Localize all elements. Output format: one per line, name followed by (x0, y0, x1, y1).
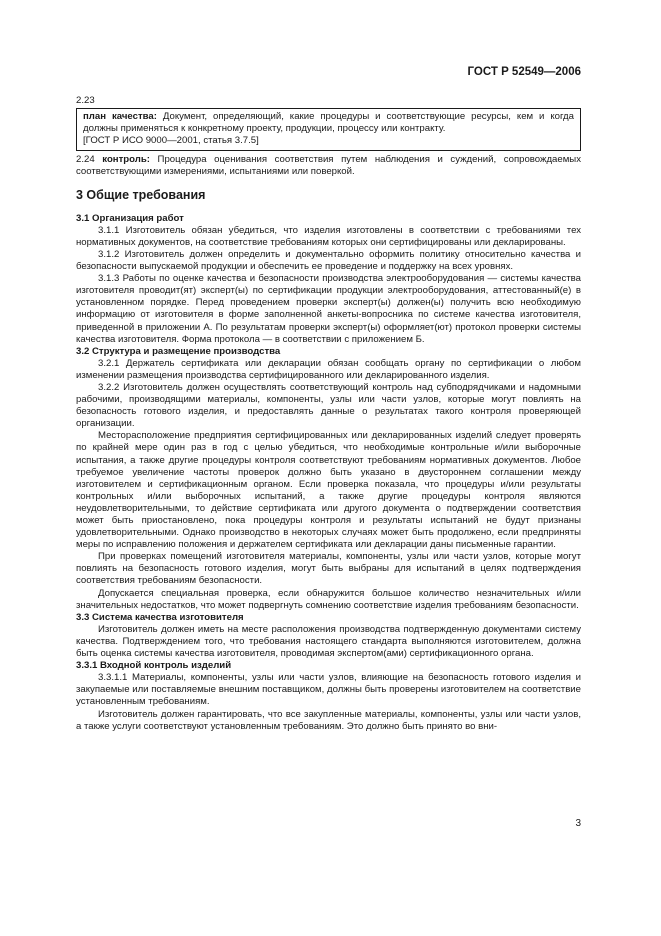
paragraph-3-2-1: 3.2.1 Держатель сертификата или декларации обязан сообщать органу по сертификации о любом изменении размещения производства сертифицированного или декларированного изделия. (76, 357, 581, 381)
term-2-23-number: 2.23 (76, 95, 95, 106)
term-2-23-definition: Документ, определяющий, какие процедуры и соответствующие ресурсы, кем и когда должны применяться к конкретному проекту, продукции, процессу или контракту. (83, 111, 574, 135)
paragraph-3-2-2-special: Допускается специальная проверка, если обнаружится большое количество незначительных и/или значительных недостатков, что может подвергнуть сомнению соответствие изделия требованиям безопасности. (76, 587, 581, 611)
term-2-24 (76, 154, 581, 178)
section-3-title: 3 Общие требования (76, 187, 206, 202)
section-3-3-title: 3.3 Система качества изготовителя (76, 611, 244, 623)
term-2-23-box (76, 108, 581, 151)
paragraph-3-2-2: 3.2.2 Изготовитель должен осуществлять соответствующий контроль над субподрядчиками и надомными рабочими, производящими материалы, компоненты, узлы или части узлов, которые могут повлиять на безопасность готового изделия, и предоставлять данные о результатах такого контроля проверяющей организации. (76, 381, 581, 430)
paragraph-3-1-1: 3.1.1 Изготовитель обязан убедиться, что изделия изготовлены в соответствии с требованиями тех нормативных документов, на соответствие требованиям которых они сертифицированы или декларированы. (76, 224, 581, 248)
term-2-24-number: 2.24 (76, 154, 95, 166)
section-3-3-1-title: 3.3.1 Входной контроль изделий (76, 660, 232, 672)
term-2-23-source: [ГОСТ Р ИСО 9000—2001, статья 3.7.5] (83, 135, 259, 147)
term-2-23-term: план качества: (83, 111, 157, 123)
standard-header: ГОСТ Р 52549—2006 (467, 66, 581, 78)
page-number: 3 (575, 818, 581, 829)
paragraph-3-1-3: 3.1.3 Работы по оценке качества и безопасности производства электрооборудования — системы качества изготовителя проводит(ят) эксперт(ы) по сертификации продукции электрооборудования, аттестованный(е) в установленном порядке. Перед проведением проверки эксперт(ы) должен(ы) получить всю необходимую информацию от изготовителя в форме заполненной анкеты-вопросника по системе качества изготовителя, приведенной в приложении А. По результатам проверки эксперт(ы) оформляет(ют) протокол проверки системы качества изготовителя. Форма протокола — в соответствии с приложением Б. (76, 273, 581, 345)
paragraph-3-3-1-1-guarantee: Изготовитель должен гарантировать, что все закупленные материалы, компоненты, узлы или части узлов, а также услуги соответствуют установленным требованиям. Это должно быть принято во вни- (76, 708, 581, 732)
paragraph-3-1-2: 3.1.2 Изготовитель должен определить и документально оформить политику относительно качества и безопасности выпускаемой продукции и обеспечить ее проведение и поддержку на всех уровнях. (76, 248, 581, 273)
section-3-2-title: 3.2 Структура и размещение производства (76, 345, 281, 357)
term-2-24-term: контроль: (102, 154, 150, 166)
term-2-23-body (83, 111, 574, 135)
paragraph-3-2-2-location: Месторасположение предприятия сертифицированных или декларированных изделий следует проверять по крайней мере один раз в год с целью убедиться, что необходимые контрольные и/или выборочные испытания, а также другие процедуры контроля соответствуют требованиям нормативных документов. Любое требуемое увеличение частоты проверок должно быть указано в двустороннем соглашении между изготовителем и сертификационным органом. Если проверка показала, что процедуры и/или результаты контрольных и/или выборочных испытаний, а также другие процедуры контроля являются неудовлетворительными, то действие сертификата или другого документа о подтверждении соответствия может быть приостановлено, пока процедуры контроля и результаты испытаний не будут признаны удовлетворительными. Однако производство в некоторых случаях может быть продолжено, если предприняты меры по исправлению положения и держателем сертификата или декларации даны письменные гарантии. (76, 430, 581, 551)
section-3-1-title: 3.1 Организация работ (76, 212, 184, 224)
paragraph-3-3: Изготовитель должен иметь на месте расположения производства подтвержденную документами систему качества. Подтверждением того, что требования настоящего стандарта выполняются изготовителем, должна быть оценка системы качества изготовителя, проводимая экспертом(ами) сертификационного органа. (76, 623, 581, 660)
page-content (76, 95, 581, 733)
paragraph-3-3-1-1: 3.3.1.1 Материалы, компоненты, узлы или части узлов, влияющие на безопасность готового изделия и закупаемые или поставляемые внешним поставщиком, должны быть проверены изготовителем на соответствие установленным требованиям. (76, 672, 581, 708)
paragraph-3-2-2-inspection: При проверках помещений изготовителя материалы, компоненты, узлы или части узлов, которые могут повлиять на безопасность готового изделия, могут быть выбраны для испытаний в целях подтверждения соответствия требованиям безопасности. (76, 551, 581, 587)
term-2-24-definition: Процедура оценивания соответствия путем наблюдения и суждений, сопровождаемых соответствующими измерениями, испытаниями или поверкой. (76, 154, 581, 178)
